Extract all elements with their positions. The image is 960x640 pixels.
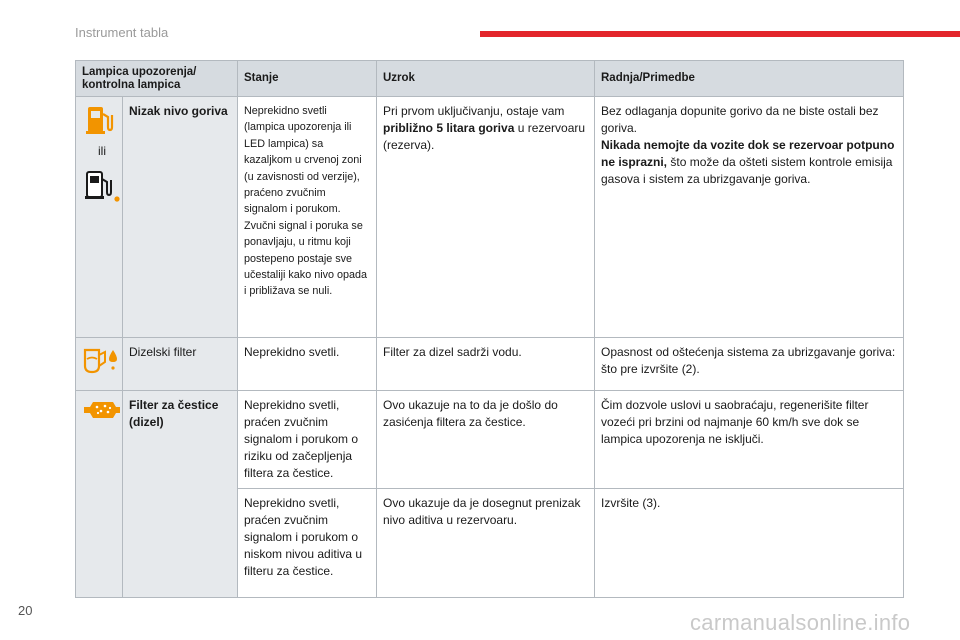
header-accent-bar — [480, 31, 960, 37]
cause-bold-text: približno 5 litara goriva — [383, 121, 515, 136]
table-row-particle-filter — [76, 391, 904, 489]
lamp-icons-cell — [76, 97, 123, 338]
diesel-filter-water-icon — [82, 344, 122, 376]
fuel-pump-white-icon — [82, 168, 122, 204]
state-cell: Neprekidno svetli, praćen zvučnim signalom i porukom o riziku od začepljenja filtera za čestice. — [238, 391, 377, 489]
action-cell — [595, 97, 904, 338]
state-cell: Neprekidno svetli (lampica upozorenja ili LED lampica) sa kazaljkom u crvenoj zoni (u zavisnosti od verzije), praćeno zvučnim signalom i porukom. Zvučni signal i poruka se ponavljaju, u ritmu koji postepeno postaje sve učestaliji kako nivo opada i približava se nuli. — [238, 97, 377, 338]
icon-separator-text: ili — [98, 144, 106, 158]
section-title: Instrument tabla — [75, 25, 169, 40]
action-bold-text: Nikada nemojte da vozite dok se rezervoar potpuno ne isprazni, — [601, 138, 895, 170]
lamp-icon-cell — [76, 391, 123, 598]
column-header-state: Stanje — [238, 61, 377, 97]
lamp-name-cell — [123, 97, 238, 338]
page-number: 20 — [18, 603, 33, 618]
cause-text: Pri prvom uključivanju, ostaje vam — [383, 104, 565, 118]
cause-cell: Ovo ukazuje na to da je došlo do zasićenja filtera za čestice. — [377, 391, 595, 489]
table-row-low-fuel — [76, 97, 904, 338]
lamp-name: Filter za čestice (dizel) — [129, 398, 219, 430]
lamp-name-cell — [123, 391, 238, 598]
action-cell: Opasnost od oštećenja sistema za ubrizgavanje goriva: što pre izvršite (2). — [595, 338, 904, 391]
state-cell: Neprekidno svetli. — [238, 338, 377, 391]
cause-cell — [377, 97, 595, 338]
column-header-cause: Uzrok — [377, 61, 595, 97]
cause-cell: Filter za dizel sadrži vodu. — [377, 338, 595, 391]
action-cell: Čim dozvole uslovi u saobraćaju, regenerišite filter vozeći pri brzini od najmanje 60 km/h sve dok se lampica upozorenja ne isključi. — [595, 391, 904, 489]
state-cell: Neprekidno svetli, praćen zvučnim signalom i porukom o niskom nivou aditiva u filteru za čestice. — [238, 489, 377, 598]
table-row-diesel-filter — [76, 338, 904, 391]
lamp-name: Nizak nivo goriva — [129, 104, 228, 118]
column-header-action: Radnja/Primedbe — [595, 61, 904, 97]
table-header-row — [76, 61, 904, 97]
action-text: Bez odlaganja dopunite gorivo da ne biste ostali bez goriva. — [601, 104, 879, 136]
cause-text-end: u rezervoaru (rezerva). — [383, 121, 586, 153]
fuel-pump-orange-icon — [82, 103, 116, 137]
lamp-name-cell: Dizelski filter — [123, 338, 238, 391]
watermark: carmanualsonline.info — [690, 610, 911, 635]
particle-filter-icon — [82, 397, 122, 423]
action-text-end: što može da ošteti sistem kontrole emisija gasova i sistem za ubrizgavanje goriva. — [601, 155, 893, 187]
column-header-lamp: Lampica upozorenja/ kontrolna lampica — [76, 61, 238, 97]
action-cell: Izvršite (3). — [595, 489, 904, 598]
warning-lamps-table — [75, 60, 904, 598]
lamp-icon-cell — [76, 338, 123, 391]
cause-cell: Ovo ukazuje da je dosegnut prenizak nivo aditiva u rezervoaru. — [377, 489, 595, 598]
